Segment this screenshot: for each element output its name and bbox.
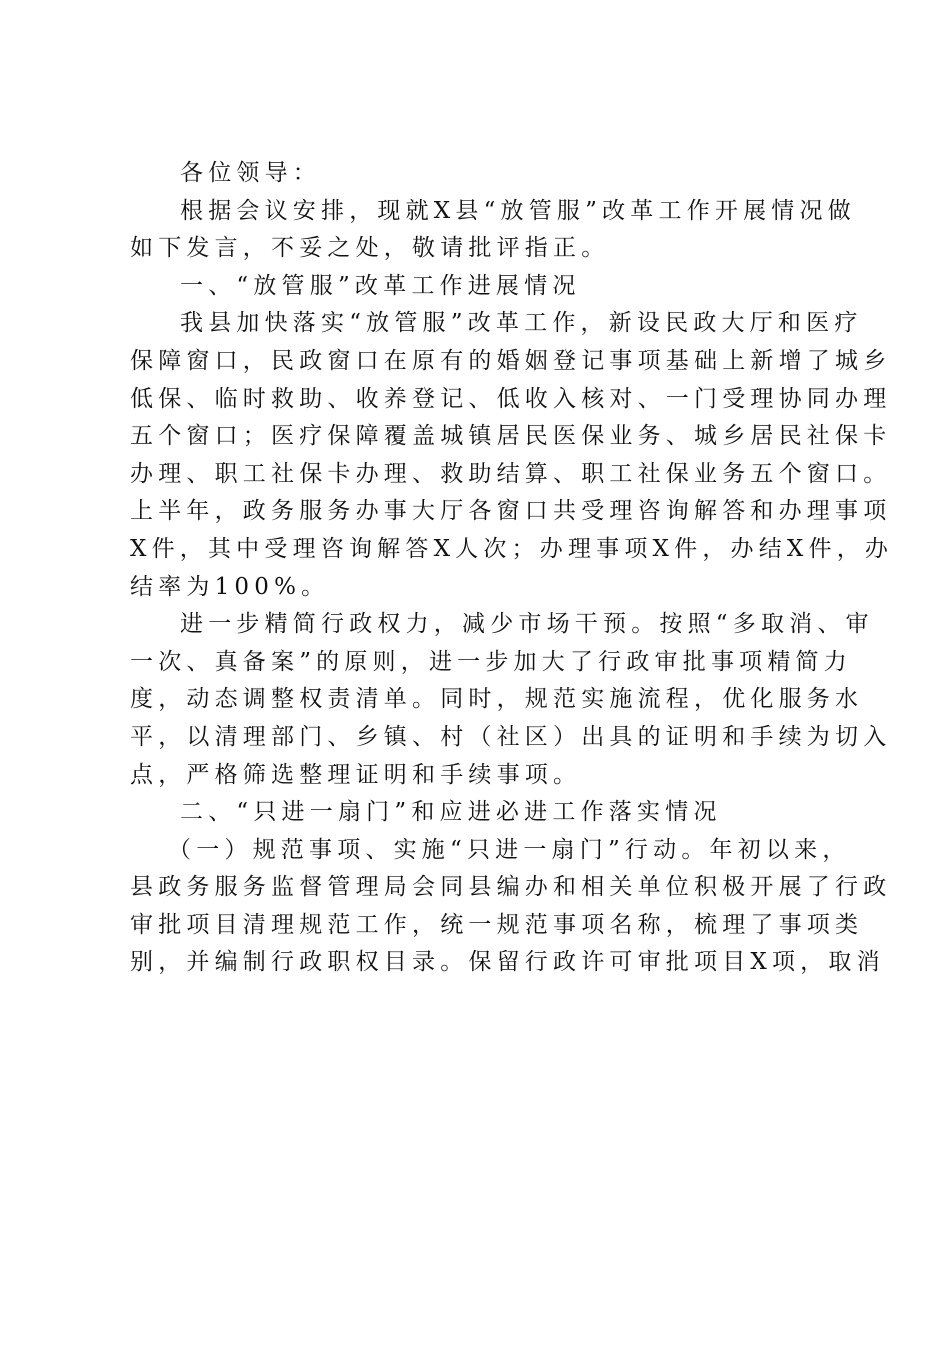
- text-line: 如下发言，不妥之处，敬请批评指正。: [130, 235, 610, 262]
- text-line: 一次、真备案”的原则，进一步加大了行政审批事项精简力: [130, 648, 852, 675]
- text-line: 根据会议安排，现就X县“放管服”改革工作开展情况做: [180, 197, 856, 224]
- streamline-paragraph: [130, 606, 892, 794]
- text-line: 保障窗口，民政窗口在原有的婚姻登记事项基础上新增了城乡: [130, 347, 892, 374]
- section-heading-1: 一、“放管服”改革工作进展情况: [180, 272, 581, 299]
- text-line: 度，动态调整权责清单。同时，规范实施流程，优化服务水: [130, 686, 864, 713]
- progress-paragraph: [130, 305, 894, 606]
- text-line: 上半年，政务服务办事大厅各窗口共受理咨询解答和办理事项: [130, 498, 892, 525]
- intro-paragraph: [130, 193, 856, 268]
- text-line: 五个窗口；医疗保障覆盖城镇居民医保业务、城乡居民社保卡: [130, 423, 892, 450]
- text-line: 进一步精简行政权力，减少市场干预。按照“多取消、审: [180, 611, 874, 638]
- text-line: 审批项目清理规范工作，统一规范事项名称，梳理了事项类: [130, 911, 864, 938]
- text-line: 我县加快落实“放管服”改革工作，新设民政大厅和医疗: [180, 310, 863, 337]
- salutation: 各位领导：: [180, 160, 321, 186]
- text-line: 平，以清理部门、乡镇、村（社区）出具的证明和手续为切入: [130, 723, 892, 750]
- text-line: 县政务服务监督管理局会同县编办和相关单位积极开展了行政: [130, 874, 892, 901]
- section-heading-2: 二、“只进一扇门”和应进必进工作落实情况: [180, 799, 722, 826]
- text-line: 办理、职工社保卡办理、救助结算、职工社保业务五个窗口。: [130, 460, 892, 487]
- text-line: （一）规范事项、实施“只进一扇门”行动。年初以来，: [168, 836, 851, 863]
- text-line: 低保、临时救助、收养登记、低收入核对、一门受理协同办理: [130, 385, 892, 412]
- text-line: 点，严格筛选整理证明和手续事项。: [130, 761, 582, 788]
- text-line: X件，其中受理咨询解答X人次；办理事项X件，办结X件，办: [130, 535, 894, 562]
- document-page: [130, 155, 894, 982]
- text-line: 别，并编制行政职权目录。保留行政许可审批项目X项，取消: [130, 949, 885, 976]
- one-door-paragraph: [130, 832, 892, 982]
- text-line: 结率为100%。: [130, 573, 330, 600]
